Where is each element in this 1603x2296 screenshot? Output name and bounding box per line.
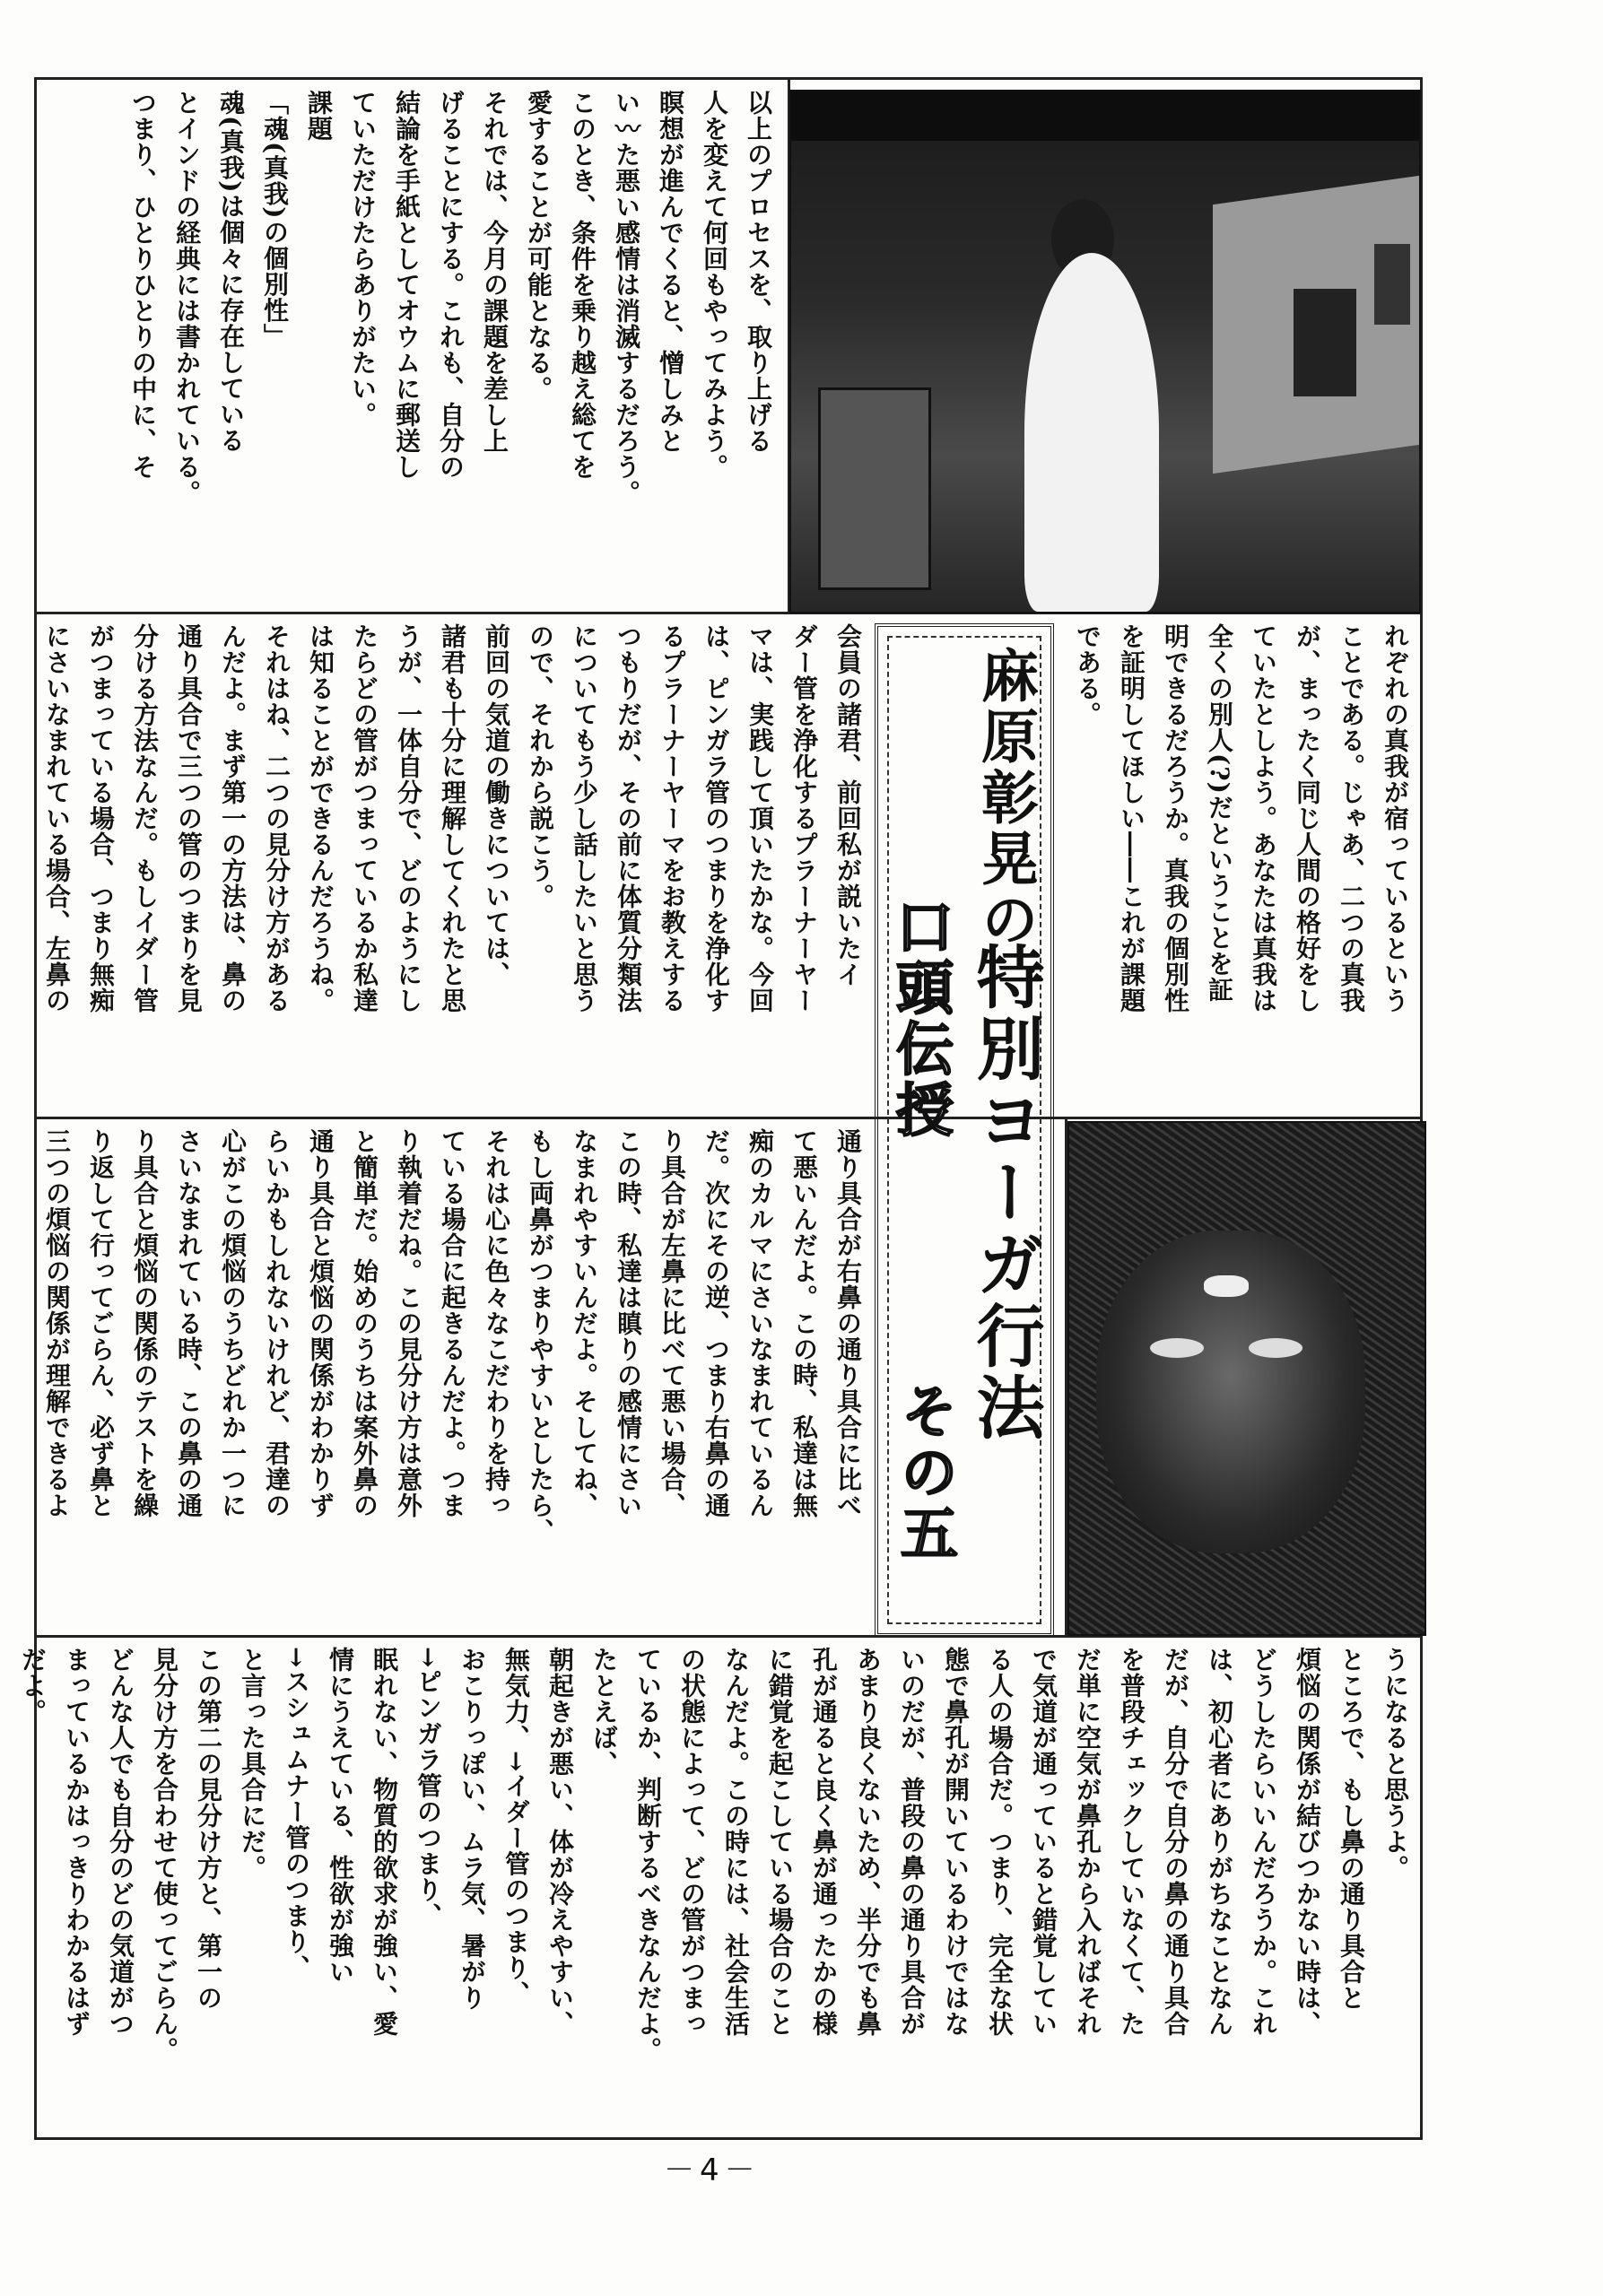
text-block-bottom: うになると思うよ。 ところで、もし鼻の通り具合と 煩悩の関係が結びつかない時は、 どうしたらいいんだろうか。これ は、初心者にありがちなことなん だが、自分で自分の鼻の通り具合 を普段チェックしていなくて、た だ単に空気が鼻孔から入ればそれ で気道が通っていると錯覚してい る人の場合だ。つまり、完全な状 態で鼻孔が開いているわけではな いのだが、普段の鼻の通り具合が あまり良くないため、半分でも鼻 孔が通ると良く鼻が通ったかの様 に錯覚を起こしている場合のこと なんだよ。この時には、社会生活 の状態によって、どの管がつまっ ているか、判断するべきなんだよ。 たとえば、 朝起きが悪い、体が冷えやすい、 無気力、→イダー管のつまり、 おこりっぽい、ムラ気、暑がり →ピンガラ管のつまり、 眠れない、物質的欲求が強い、愛 情にうえている、性欲が強い →スシュムナー管のつまり、 と言った具合にだ。 この第二の見分け方と、第一の 見分け方を合わせて使ってごらん。 どんな人でも自分のどの気道がつ まっているかはっきりわかるはず だよ。 [18, 1647, 1410, 2063]
divider-middle [34, 1117, 1423, 1119]
article-title: 特別ヨーガ行法 [965, 942, 1045, 1444]
photo-guru-standing [789, 90, 1421, 613]
text-block-middle-left: 会員の諸君、前回私が説いたイ ダー管を浄化するプラーナーヤー マは、実践して頂いたかな。今回 は、ピンガラ管のつまりを浄化す るプラーナーヤーマをお教えする つもりだが、その前に体質分類法 についてもう少し話したいと思う ので、それから説こう。 前回の気道の働きについては、 諸君も十分に理解してくれたと思 うが、一体自分で、どのようにし たらどの管がつまっているか私達 は知ることができるんだろうね。 それはね、二つの見分け方がある んだよ。まず第一の方法は、鼻の 通り具合で三つの管のつまりを見 分ける方法なんだ。もしイダー管 がつまっている場合、つまり無痴 にさいなまれている場合、左鼻の [42, 623, 863, 1013]
article-subtitle: 口頭伝授 [886, 897, 954, 1141]
article-part: その五 [891, 1381, 958, 1564]
author-name: 麻原彰晃の [971, 646, 1039, 951]
text-block-top-right: れぞれの真我が宿っているという ことである。じゃあ、二つの真我 が、まったく同じ人間の格好をし ていたとしよう。あなたは真我は 全くの別人(?)だということを証 明できるだろうか。真我の個別性 を証明してほしい――これが課題 である。 [1073, 623, 1410, 1013]
text-block-top-left: 以上のプロセスを、取り上げる 人を変えて何回もやってみよう。 瞑想が進んでくると、憎しみと い〰た悪い感情は消滅するだろう。 このとき、条件を乗り越え総てを 愛することが可能となる。 それでは、今月の課題を差し上 げることにする。これも、自分の 結論を手紙としてオウムに郵送し ていただけたらありがたい。 課題 「魂(真我)の個別性」 魂(真我)は個々に存在している とインドの経典には書かれている。 つまり、ひとりひとりの中に、そ [128, 90, 773, 506]
text-block-lower-left: 通り具合が右鼻の通り具合に比べ て悪いんだよ。この時、私達は無 痴のカルマにさいなまれているん だ。次にその逆、つまり右鼻の通 り具合が左鼻に比べて悪い場合、 この時、私達は瞋りの感情にさい なまれやすいんだよ。そしてね、 もし両鼻がつまりやすいとしたら、 それは心に色々なこだわりを持っ ている場合に起きるんだよ。つま り執着だね。この見分け方は意外 と簡単だ。始めのうちは案外鼻の 通り具合と煩悩の関係がわかりず らいかもしれないけれど、君達の 心がこの煩悩のうちどれか一つに さいなまれている時、この鼻の通 り具合と煩悩の関係のテストを繰 り返して行ってごらん、必ず鼻と 三つの煩悩の関係が理解できるよ [42, 1128, 863, 1544]
illustration-shiva [1067, 1121, 1426, 1636]
page-number: －4－ [664, 2152, 761, 2188]
